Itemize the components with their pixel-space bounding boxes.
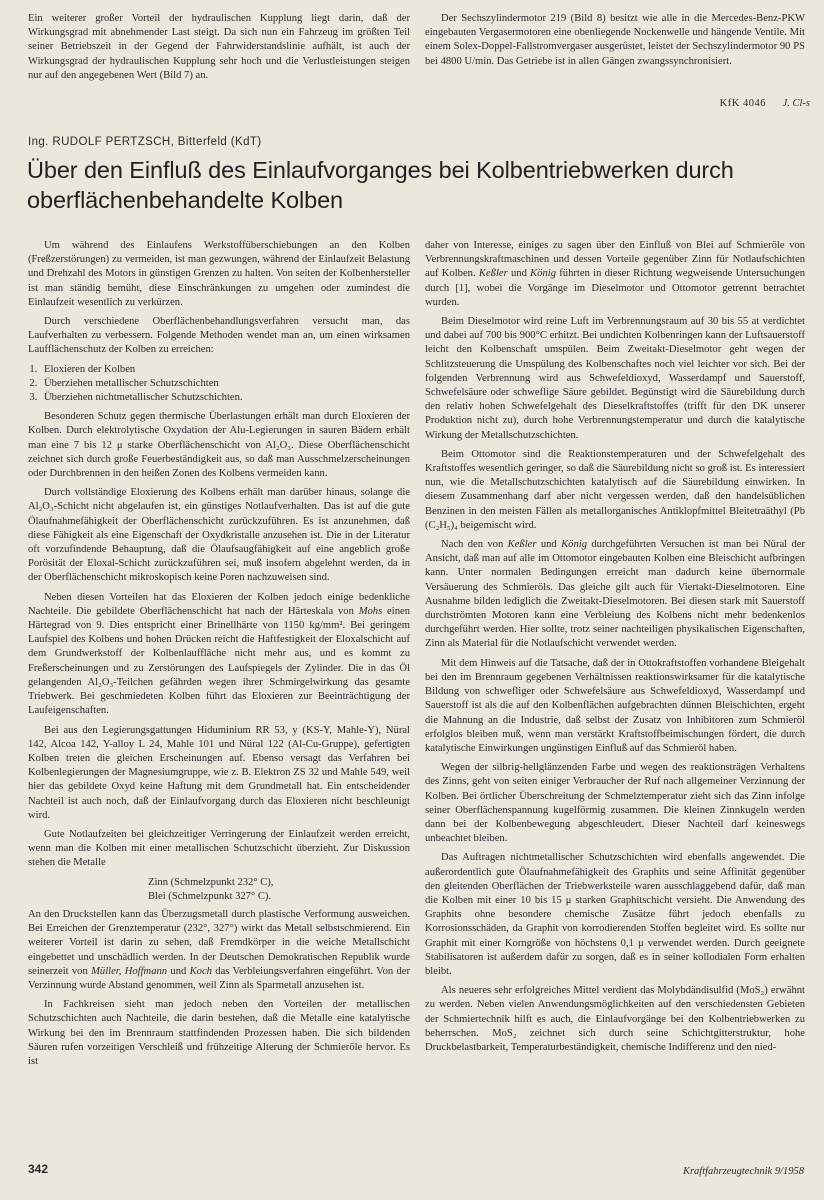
article-column-right [425,239,805,1060]
page-number: 342 [28,1162,49,1176]
text-run: An den Druckstellen kann das Überzugsmetall durch plastische Verformung ausweichen. Bei Erreichen der Grenztemperatur (232°, 327°) wirkt das Metall selbstschmierend. Ein weiterer Vorteil ist darin zu sehen, daß Fremdkörper in die weiche Metallschicht eingebettet und unschädlich werden. In der Deutschen Demokratischen Republik wurde seinerzeit von [28,908,410,977]
signature-code: KfK 4046 [719,98,766,109]
paragraph: Durch verschiedene Oberflächenbehandlungsverfahren versucht man, das Laufverhalten zu verbessern. Folgende Methoden wendet man an, um einen wirksamen Laufflächenschutz der Kolben zu erreichen: [28,316,410,356]
text-run: das Verbleiungsverfahren eingeführt. Von der Verzinnung wurde Abstand genommen, weil Zinn als Sparmetall anzusehen ist. [28,965,410,991]
paragraph: Beim Ottomotor sind die Reaktionstemperaturen und der Schwefelgehalt des Kraftstoffes wesentlich geringer, so daß die Säurebildung nicht so groß ist. Es interessiert nun, wie die Metallschutzschichten katalytisch auf die Säurebildung einwirken. In diesem Zusammenhang darf aber nicht vergessen werden, daß den handelsüblichen Benzinen in den meisten Fällen als metallorganisches Antiklopfmittel Bleitetraäthyl (Pb (C₂H₅)₄ beigemischt wird. [425,448,805,531]
list-item: 3. Überziehen nichtmetallischer Schutzschichten. [40,391,410,405]
paragraph: Das Auftragen nichtmetallischer Schutzschichten wird ebenfalls angewendet. Die außerordentlich gute Ölaufnahmefähigkeit des Graphits und seine Affinität gegenüber den gleitenden Oberflächen der Triebwerksteile waren ausschlaggebend dafür, daß man die Kolben mit einer 10 bis 15 μ starken Graphitschicht versieht. Die Anwendung des Graphits ohne besondere chemische Zusätze führt jedoch ebenfalls zu Korrosionsschäden, da Graphit von korrodierenden Stoffen begleitet wird. Es sollte nur Graphit mit einer Korngröße von höchstens 0,1 μ verwendet werden. Durch geeignete Stabilisatoren ist außerdem dafür zu sorgen, daß es in seiner kollodialen Form erhalten bleibt. [425,852,805,977]
article-author: Ing. RUDOLF PERTZSCH, Bitterfeld (KdT) [28,136,262,148]
author-name: König [561,539,587,551]
paragraph: Der Sechszylindermotor 219 (Bild 8) besitzt wie alle in die Mercedes-Benz-PKW eingebauten Vergasermotoren eine obenliegende Nockenwelle und hängende Ventile. Mit einem Solex-Doppel-Fallstromvergaser ausgerüstet, leistet der Sechszylindermotor 90 PS bei 4800 U/min. Das Getriebe ist in allen Gängen zwangssynchronisiert. [425,13,805,67]
text-run: Nach den von [441,539,508,551]
list-item: 1. Eloxieren der Kolben [40,363,410,377]
method-list [28,363,410,406]
paragraph: Um während des Einlaufens Werkstoffüberschiebungen an den Kolben (Freßzerstörungen) zu vermeiden, ist man gezwungen, während der Einlaufzeit Belastung und Drehzahl des Motors in günstigen Grenzen zu halten. Von seiten der Kolbenhersteller ist man ständig bemüht, diese Einschränkungen zu umgehen oder zumindest die Einlaufzeit wesentlich zu verkürzen. [28,240,410,308]
text-run: und [507,268,531,280]
article-column-left [28,239,410,1074]
text-run: führten in dieser Richtung wegweisende Untersuchungen durch [1], wobei die Vorgänge im Dieselmotor und Ottomotor getrennt betrachtet wurden. [425,268,806,308]
article-title: Über den Einfluß des Einlaufvorganges bei Kolbentriebwerken durch oberflächenbehandelte Kolben [27,157,734,213]
previous-article-end-right [425,12,805,74]
paragraph [28,591,410,719]
paragraph: Als neueres sehr erfolgreiches Mittel verdient das Molybdändisulfid (MoS₂) erwähnt zu werden. Neben vielen Anwendungsmöglichkeiten auf den verschiedensten Gebieten der Schmiertechnik hilft es auch, die Einlaufvorgänge bei den Kolbentriebwerken zu beherrschen. MoS₂ zeichnet sich durch seine Schichtgitterstruktur, hohe Druckbelastbarkeit, Temperaturbeständigkeit, chemische Indifferenz und den nied- [425,985,805,1053]
paragraph: In Fachkreisen sieht man jedoch neben den Vorteilen der metallischen Schutzschichten auch Nachteile, die darin bestehen, daß die Metalle eine katalytische Wirkung bei den im Brennraum stattfindenden Prozessen haben. Die sich bildenden Säuren rufen vorzeitigen Verschleiß und frühzeitige Alterung der Schmieröle hervor. Es ist [28,999,410,1067]
paragraph: Ein weiterer großer Vorteil der hydraulischen Kupplung liegt darin, daß der Wirkungsgrad mit abnehmender Last steigt. Da sich nun ein Fahrzeug im größten Teil seiner Betriebszeit in der Gegend der Fahrwiderstandslinie aufhält, ist auch der Wirkungsgrad der hydraulischen Kupplung sehr hoch und die Verlustleistungen steigen nur auf den angegebenen Wert (Bild 7) an. [28,13,410,81]
paragraph: Gute Notlaufzeiten bei gleichzeitiger Verringerung der Einlaufzeit werden erreicht, wenn man die Kolben mit einer metallischen Schutzschicht überzieht. Zur Diskussion stehen die Metalle [28,828,410,869]
previous-article-end-left [28,12,410,88]
author-name: Keßler [478,268,508,280]
metal-lead: Blei (Schmelzpunkt 327° C). [148,890,272,902]
article-signature [620,98,810,109]
paragraph: Besonderen Schutz gegen thermische Überlastungen erhält man durch Eloxieren der Kolben. Durch elektrolytische Oxydation der Alu-Legierungen in sauren Bädern erhält man eine 7 bis 12 μ starke Oberflächenschicht von Al₂O₃. Diese Oberflächenschicht zeichnet sich durch große Feuerbeständigkeit aus, so daß man Ausschmelzerscheinungen oder Durchbrennen in den heißen Zonen des Kolbens vermeiden kann. [28,411,410,480]
text-run: und [167,965,190,977]
paragraph: Wegen der silbrig-hellglänzenden Farbe und wegen des reaktionsträgen Verhaltens des Zinns, geht von seiten einiger Verbraucher der Ruf nach allgemeiner Verzinnung der Kolben. Bei örtlicher Überschreitung der Schmelztemperatur zieht sich das Zinn infolge seiner Oberflächenspannung kugelförmig zusammen. Die kleinen Zinnkugeln werden dann bei der Kolbenbewegung abgeschleudert. Dieser Nachteil darf keineswegs unbeachtet bleiben. [425,762,805,845]
metal-list [148,876,410,904]
journal-reference: Kraftfahrzeugtechnik 9/1958 [682,1166,804,1177]
text-run: Neben diesen Vorteilen hat das Eloxieren der Kolben jedoch einige bedenkliche Nachteile. Die gebildete Oberflächenschicht hat nach der Härteskala von [28,591,410,617]
paragraph: Durch vollständige Eloxierung des Kolbens erhält man darüber hinaus, solange die Al₂O₃-Schicht nicht abgelaufen ist, ein günstiges Notlaufverhalten. Das ist auf die gute Ölaufnahmefähigkeit der Oberflächenschicht zurückzuführen. Es ist anzunehmen, daß diese Fähigkeit als eine Eigenschaft der Oxydkristalle anzusehen ist. Die in der Literatur oft vorzufindende Behauptung, daß die Ölaufsaugfähigkeit auf eine angeblich große Porösität der Eloxal-Schicht zurückzuführen sei, muß insofern abgelehnt werden, da in der Oberflächenschicht mikroskopisch keine Poren nachzuweisen sind. [28,487,410,584]
author-name: Keßler [507,539,537,551]
paragraph: Beim Dieselmotor wird reine Luft im Verbrennungsraum auf 30 bis 55 at verdichtet und dabei auf 700 bis 900°C erhitzt. Bei undichten Kolbenringen kann der Luftsauerstoff leicht den Kolbenschaft umspülen. Beim Zweitakt-Dieselmotor geht wegen der Schlitzsteuerung die Umspülung des Kolbenschaftes noch viel leichter vor sich. Bei der folgenden Verbrennung wird aus Schwefeldioxyd, Wasserdampf und Sauerstoff, Schwefelsäure oder schweflige Säure gebildet. Begünstigt wird die Säurebildung durch den relativ hohen Schwefelgehalt des Dieselkraftstoffes (trifft für den DK unserer Produktion nicht zu), durch hohe Verbrennungstemperatur und durch die katalytische Wirkung der Metallschutzschichten. [425,316,805,441]
author-name: Koch [189,965,212,977]
metal-tin: Zinn (Schmelzpunkt 232° C), [148,876,274,888]
author-name: König [530,268,557,280]
paragraph [425,239,805,310]
paragraph [28,908,410,993]
name-mohs: Mohs [358,605,383,617]
paragraph: Mit dem Hinweis auf die Tatsache, daß der in Ottokraftstoffen vorhandene Bleigehalt bei den im Brennraum gegebenen Verhältnissen reaktionswirksamer für die katalytische Bildung von schwefliger oder Schwefelsäure aus Schwefeldioxyd, Wasserdampf und Sauerstoff ist als die auf den Kolbenflächen aufgebrachten dünnen Bleischichten, ergeht die Mahnung an die Industrie, daß selbst der Zusatz von Inhibitoren zum Schmieröl erfolglos bleiben muß, wenn man verstärkt Kraftstoffbeimischungen fördert, die durch katalytische Einwirkungen ungünstigen Einfluß auf das Schmieröl haben. [425,657,805,754]
text-run: daher von Interesse, einiges zu sagen über den Einfluß von Blei auf Schmieröle von Verbrennungskraftmaschinen und dessen Vorteile gegenüber Zinn für Notlaufschichten auf Kolben. [425,240,805,280]
author-names: Müller, Hoffmann [91,965,168,977]
paragraph [425,538,805,652]
text-run: und [536,539,562,551]
text-run: einen Härtegrad von 9. Dies entspricht einer Brinellhärte von 1150 kg/mm². Bei geringem Laufspiel des Kolbens und hohen Drücken reicht die Haftfestigkeit der Eloxalschicht auf dem Grundwerkstoff der Kolbenlauffläche nicht mehr aus, und es kommt zu Freßerscheinungen und zu Zerstörungen des Laufspiegels der Zylinder. Die in das Öl gelangenden Al₂O₃-Teilchen gefährden wegen ihrer Schmirgelwirkung das gesamte Triebwerk. Bei geschmiedeten Kolben führt das Eloxieren zur Beeinträchtigung der Laufeigenschaften. [28,605,410,717]
signature-initials: J. Cl-s [782,98,810,109]
paragraph: Bei aus den Legierungsgattungen Hiduminium RR 53, y (KS-Y, Mahle-Y), Nüral 142, Alcoa 142, Y-alloy L 24, Mahle 101 und Nüral 122 (Al-Cu-Gruppe), gefertigten Kolben treten die gleichen Erscheinungen auf. Ebenso versagt das Verfahren bei Kolbenlegierungen der Magnesiumgruppe, wie z. B. Elektron ZS 32 und Mahle 549, weil hier das gebildete Oxyd keine Haftung mit dem Grundmetall hat. Ein entscheidender Nachteil ist auch noch, daß der Einlaufvorgang durch das Eloxieren nicht beschleunigt wird. [28,724,410,821]
list-item: 2. Überziehen metallischer Schutzschichten [40,377,410,391]
text-run: durchgeführten Versuchen ist man bei Nüral der Ansicht, daß man auf alle im Ottomotor eingebauten Kolben eine Bleischicht aufbringen kann. Unter normalen Bedingungen erreicht man dadurch keine übernormale Versäuerung des Schmieröls. Das gleiche gilt auch für Viertakt-Dieselmotoren. Eine Ausnahme bilden lediglich die Zweitakt-Dieselmotoren. Bei diesen stark mit Sauerstoff durchströmten Motoren kann eine Verbleiung des Kolbens nicht mehr bedenkenlos durchgeführt werden. Hier sollte, trotz seiner nachteiligen physikalischen Eigenschaften, Zinn als Material für die Notlaufschicht verwendet werden. [425,539,806,650]
